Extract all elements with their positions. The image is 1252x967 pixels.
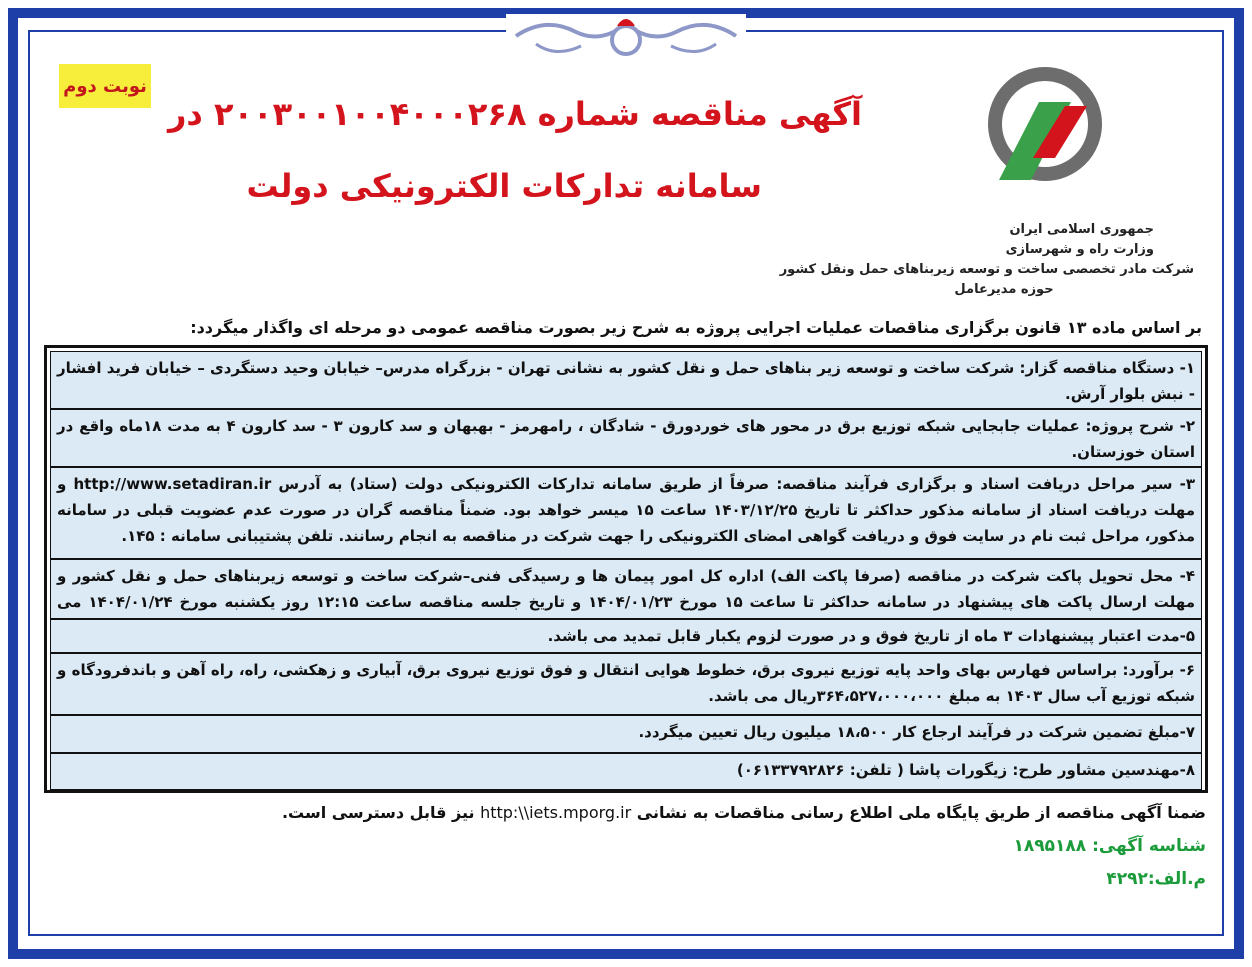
- tender-items-table: [44, 345, 1208, 793]
- item-text: ۸-مهندسین مشاور طرح: زیگورات پاشا ( تلفن: ۰۶۱۳۳۷۹۲۸۲۶): [736, 761, 1195, 779]
- item-row-5: [50, 619, 1202, 653]
- item-text-cont: و مهلت دریافت اسناد از سامانه مذکور حداکثر تا تاریخ ۱۴۰۳/۱۲/۲۵ ساعت ۱۵ میسر خواهد بود. ضمناً مناقصه گران در صورت عدم عضویت قبلی در سامانه مذکور، مراحل ثبت نام در سایت فوق و دریافت گواهی امضای الکترونیکی را جهت شرکت در مناقصه به انجام رسانند. تلفن پشتیبانی سامانه : ۱۴۵.: [57, 475, 1196, 545]
- title-line-2: سامانه تدارکات الکترونیکی دولت: [246, 167, 762, 205]
- iets-url-link[interactable]: http:\\iets.mporg.ir: [480, 803, 632, 822]
- organization-block: [779, 220, 1194, 300]
- org-line-4: حوزه مدیرعامل: [954, 282, 1054, 297]
- ad-code: م.الف:۴۲۹۲: [1106, 869, 1206, 889]
- item-text: ۴- محل تحویل پاکت شرکت در مناقصه (صرفا پاکت الف) اداره کل امور پیمان ها و رسیدگی فنی–شرکت ساخت و توسعه زیربناهای حمل و نقل کشور و مهلت ارسال پاکت های پیشنهاد در سامانه حداکثر تا ساعت ۱۵ مورخ ۱۴۰۴/۰۱/۲۳ و تاریخ جلسه مناقصه ساعت ۱۲:۱۵ روز یکشنبه مورخ ۱۴۰۴/۰۱/۲۴ می: [57, 567, 1195, 611]
- title-line-1: آگهی مناقصه شماره ۲۰۰۳۰۰۱۰۰۴۰۰۰۲۶۸ در: [167, 95, 862, 133]
- org-line-1: جمهوری اسلامی ایران: [1009, 222, 1154, 237]
- intro-text: بر اساس ماده ۱۳ قانون برگزاری مناقصات عملیات اجرایی پروژه به شرح زیر بصورت مناقصه عمومی دو مرحله ای واگذار میگردد:: [190, 318, 1202, 337]
- item-text: ۶- برآورد: براساس فهارس بهای واحد پایه توزیع نیروی برق، خطوط هوایی انتقال و فوق توزیع نیروی برق، آبیاری و زهکشی، راه، راه آهن و باندفرودگاه و شبکه توزیع آب سال ۱۴۰۳ به مبلغ ۳۶۴،۵۲۷،۰۰۰،۰۰۰ریال می باشد.: [57, 661, 1195, 705]
- header-ornament: [506, 14, 746, 60]
- item-row-7: [50, 715, 1202, 753]
- footer-notice: [282, 803, 1206, 822]
- item-row-6: [50, 653, 1202, 715]
- item-row-4: [50, 559, 1202, 619]
- item-row-3: [50, 467, 1202, 559]
- footer-after: نیز قابل دسترسی است.: [281, 803, 475, 822]
- item-row-8: [50, 753, 1202, 790]
- footer-before: ضمنا آگهی مناقصه از طریق پایگاه ملی اطلاع رسانی مناقصات به نشانی: [636, 803, 1206, 822]
- setad-url-link[interactable]: http://www.setadiran.ir: [73, 475, 272, 493]
- item-row-1: [50, 351, 1202, 409]
- org-line-2: وزارت راه و شهرسازی: [1005, 242, 1154, 257]
- ministry-logo: [985, 62, 1105, 200]
- item-text: ۱- دستگاه مناقصه گزار: شرکت ساخت و توسعه زیر بناهای حمل و نقل کشور به نشانی تهران - بزرگراه مدرس– خیابان وحید دستگردی – خیابان فرید افشار - نبش بلوار آرش.: [57, 359, 1195, 403]
- item-text: ۳- سیر مراحل دریافت اسناد و برگزاری فرآیند مناقصه: صرفاً از طریق سامانه تدارکات الکترونیکی دولت (ستاد) به آدرس: [278, 475, 1195, 493]
- org-line-3: شرکت مادر تخصصی ساخت و توسعه زیربناهای حمل ونقل کشور: [779, 262, 1194, 277]
- item-text: ۷-مبلغ تضمین شرکت در فرآیند ارجاع کار ۱۸،۵۰۰ میلیون ریال تعیین میگردد.: [638, 723, 1195, 741]
- ad-id: شناسه آگهی: ۱۸۹۵۱۸۸: [1013, 836, 1206, 856]
- item-row-2: [50, 409, 1202, 467]
- item-text: ۲- شرح پروژه: عملیات جابجایی شبکه توزیع برق در محور های خوردورق - شادگان ، رامهرمز - بهبهان و سد کارون ۳ - سد کارون ۴ به مدت ۱۸ماه واقع در استان خوزستان.: [57, 417, 1195, 461]
- item-text: ۵-مدت اعتبار پیشنهادات ۳ ماه از تاریخ فوق و در صورت لزوم یکبار قابل تمدید می باشد.: [547, 627, 1195, 645]
- round-badge: نوبت دوم: [59, 64, 151, 108]
